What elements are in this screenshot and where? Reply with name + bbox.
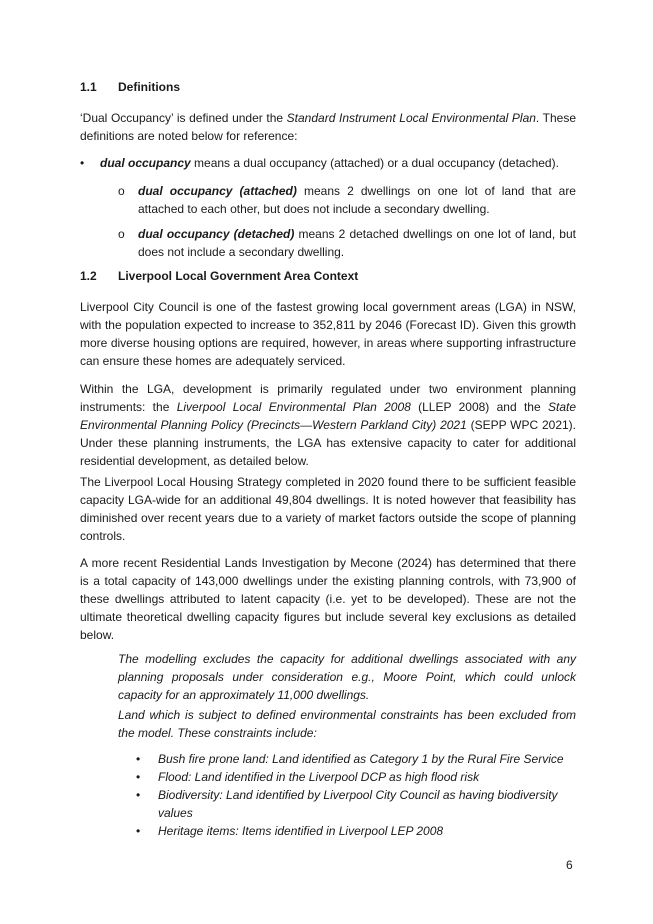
sub-definition-term: dual occupancy (attached)	[138, 184, 297, 198]
paragraph-housing-strategy: The Liverpool Local Housing Strategy completed in 2020 found there to be sufficient feasible capacity LGA-wide for an additional 49,804 dwellings. It is noted however that feasibility has diminished over recent years due to a variety of market factors outside the scope of planning controls.	[80, 475, 576, 543]
definition-term: dual occupancy	[100, 156, 191, 170]
bullet-dot: •	[136, 770, 141, 784]
section-title: Definitions	[118, 80, 180, 94]
definitions-intro	[80, 109, 576, 145]
sub-definition-term: dual occupancy (detached)	[138, 227, 295, 241]
list-item	[118, 768, 576, 786]
constraint-text: Flood: Land identified in the Liverpool DCP as high flood risk	[158, 770, 480, 784]
bullet-dot: •	[136, 788, 141, 802]
sub-definition-text: means 2 dwellings on one lot of land that are attached to each other, but does not include a secondary dwelling.	[138, 184, 576, 216]
constraints-list	[118, 750, 576, 840]
bullet-dot: •	[80, 156, 85, 170]
section-number: 1.2	[80, 269, 97, 283]
paragraph-residential-lands: A more recent Residential Lands Investigation by Mecone (2024) has determined that there is a total capacity of 143,000 dwellings under the existing planning controls, with 73,900 of these dwellings attributed to latent capacity (i.e. yet to be developed). These are not the ultimate theoretical dwelling capacity figures but include several key exclusions as detailed below.	[80, 556, 576, 642]
quote-modelling-exclusion: The modelling excludes the capacity for additional dwellings associated with any planning proposals under consideration e.g., Moore Point, which could unlock capacity for an approximately 11,000 dwellings.	[118, 652, 576, 702]
bullet-dot: •	[136, 824, 141, 838]
sub-definition-attached	[138, 182, 576, 218]
paragraph-planning-instruments	[80, 380, 576, 470]
page-number: 6	[566, 858, 573, 872]
constraint-text: Heritage items: Items identified in Liverpool LEP 2008	[158, 824, 444, 838]
text: Within the LGA, development is primarily regulated under two environment planning instruments: the	[80, 382, 576, 414]
intro-text-end: . These definitions are noted below for reference:	[80, 111, 577, 143]
intro-text: ‘Dual Occupancy’ is defined under the	[80, 111, 287, 125]
list-item	[118, 822, 576, 840]
section-title: Liverpool Local Government Area Context	[118, 269, 359, 283]
text: (LLEP 2008) and the	[410, 400, 548, 414]
constraint-text: Bush fire prone land: Land identified as Category 1 by the Rural Fire Service	[158, 752, 564, 766]
quote-environmental-constraints: Land which is subject to defined environmental constraints has been excluded from the model. These constraints include:	[118, 708, 576, 740]
constraint-text: Biodiversity: Land identified by Liverpool City Council as having biodiversity values	[158, 788, 558, 820]
section-heading-lga-context	[80, 267, 358, 285]
text: (SEPP WPC 2021). Under these planning instruments, the LGA has extensive capacity to cater for additional residential development, as detailed below.	[80, 418, 576, 468]
sub-definition-text: means 2 detached dwellings on one lot of land, but does not include a secondary dwelling.	[138, 227, 576, 259]
paragraph-growth: Liverpool City Council is one of the fastest growing local government areas (LGA) in NSW, with the population expected to increase to 352,811 by 2046 (Forecast ID). Given this growth more diverse housing options are required, however, in areas where supporting infrastructure can ensure these homes are adequately serviced.	[80, 300, 576, 368]
section-heading-definitions	[80, 78, 180, 96]
definition-item	[100, 154, 576, 172]
sub-bullet-circle: o	[118, 184, 125, 198]
intro-italic: Standard Instrument Local Environmental Plan	[286, 111, 536, 125]
list-item	[118, 750, 576, 768]
sub-bullet-circle: o	[118, 227, 125, 241]
sub-definition-detached	[138, 225, 576, 261]
section-number: 1.1	[80, 80, 97, 94]
italic-llep: Liverpool Local Environmental Plan 2008	[176, 400, 411, 414]
list-item	[118, 786, 576, 822]
bullet-dot: •	[136, 752, 141, 766]
definition-text: means a dual occupancy (attached) or a dual occupancy (detached).	[190, 156, 559, 170]
italic-sepp: State Environmental Planning Policy (Precincts—Western Parkland City) 2021	[80, 400, 577, 432]
